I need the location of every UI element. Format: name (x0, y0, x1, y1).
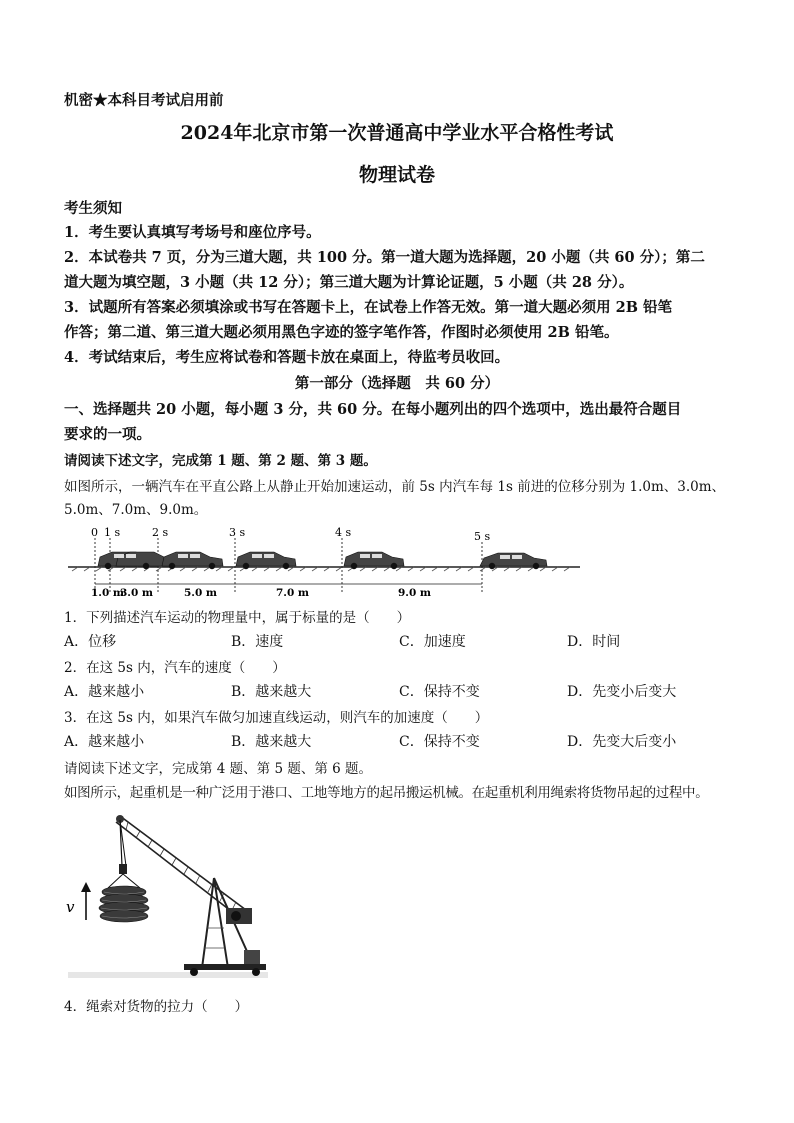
notice-item-3-cont: 作答；第二道、第三道大题必须用黑色字迹的签字笔作答，作图时必须使用 2B 铅笔。 (64, 324, 619, 341)
distance-label-5: 9.0 m (398, 587, 432, 599)
time-label-3: 3 s (229, 526, 246, 539)
question-3-option-b: B．越来越大 (231, 734, 312, 750)
question-1-option-d: D．时间 (567, 634, 621, 650)
question-1-stem: 1．下列描述汽车运动的物理量中，属于标量的是（ ） (64, 610, 411, 626)
notice-heading: 考生须知 (64, 200, 122, 217)
question-3-option-d: D．先变大后变小 (567, 734, 677, 750)
question-1-option-a: A．位移 (64, 634, 117, 650)
time-label-1: 1 s (104, 526, 121, 539)
distance-label-3: 5.0 m (184, 587, 218, 599)
passage2-text: 如图所示，起重机是一种广泛用于港口、工地等地方的起吊搬运机械。在起重机利用绳索将货物吊起的过程中。 (64, 785, 709, 801)
notice-item-3: 3．试题所有答案必须填涂或书写在答题卡上，在试卷上作答无效。第一道大题必须用 2B 铅笔 (64, 299, 673, 316)
distance-label-2: 3.0 m (120, 587, 154, 599)
question-3-option-a: A．越来越小 (64, 734, 145, 750)
question-3-stem: 3．在这 5s 内，如果汽车做匀加速直线运动，则汽车的加速度（ ） (64, 710, 489, 726)
time-label-5: 5 s (474, 530, 491, 543)
car-motion-figure (64, 522, 584, 602)
question-1-option-c: C．加速度 (399, 634, 466, 650)
question-2-option-c: C．保持不变 (399, 684, 480, 700)
notice-item-4: 4．考试结束后，考生应将试卷和答题卡放在桌面上，待监考员收回。 (64, 349, 510, 366)
question-3-option-c: C．保持不变 (399, 734, 480, 750)
passage1-lead: 请阅读下述文字，完成第 1 题、第 2 题、第 3 题。 (64, 453, 377, 469)
part1-heading: 第一部分（选择题 共 60 分） (294, 375, 500, 392)
velocity-label: v (66, 898, 75, 916)
time-label-4: 4 s (335, 526, 352, 539)
confidential-notice: 机密★本科目考试启用前 (64, 92, 224, 109)
time-label-2: 2 s (152, 526, 169, 539)
question-2-option-d: D．先变小后变大 (567, 684, 677, 700)
part1-instruction: 一、选择题共 20 小题，每小题 3 分，共 60 分。在每小题列出的四个选项中，选出最符合题目 (64, 401, 682, 418)
passage1-text-cont: 5.0m、7.0m、9.0m。 (64, 502, 208, 518)
question-1-option-b: B．速度 (231, 634, 284, 650)
passage2-lead: 请阅读下述文字，完成第 4 题、第 5 题、第 6 题。 (64, 761, 373, 777)
question-2-stem: 2．在这 5s 内，汽车的速度（ ） (64, 660, 286, 676)
distance-label-1: 1.0 m (91, 587, 125, 599)
time-label-0: 0 (91, 526, 98, 539)
question-2-option-a: A．越来越小 (64, 684, 145, 700)
part1-instruction-cont: 要求的一项。 (64, 426, 151, 443)
question-2-option-b: B．越来越大 (231, 684, 312, 700)
exam-subtitle: 物理试卷 (358, 164, 435, 186)
crane-figure (64, 808, 274, 984)
notice-item-2: 2．本试卷共 7 页，分为三道大题，共 100 分。第一道大题为选择题，20 小题（共 60 分）；第二 (64, 249, 705, 266)
exam-title: 2024年北京市第一次普通高中学业水平合格性考试 (180, 122, 614, 144)
passage1-text: 如图所示，一辆汽车在平直公路上从静止开始加速运动，前 5s 内汽车每 1s 前进的位移分别为 1.0m、3.0m、 (64, 479, 726, 495)
notice-item-2-cont: 道大题为填空题，3 小题（共 12 分）；第三道大题为计算论证题，5 小题（共 28 分）。 (64, 274, 634, 291)
distance-label-4: 7.0 m (276, 587, 310, 599)
question-4-stem: 4．绳索对货物的拉力（ ） (64, 999, 249, 1015)
notice-item-1: 1．考生要认真填写考场号和座位序号。 (64, 224, 321, 241)
